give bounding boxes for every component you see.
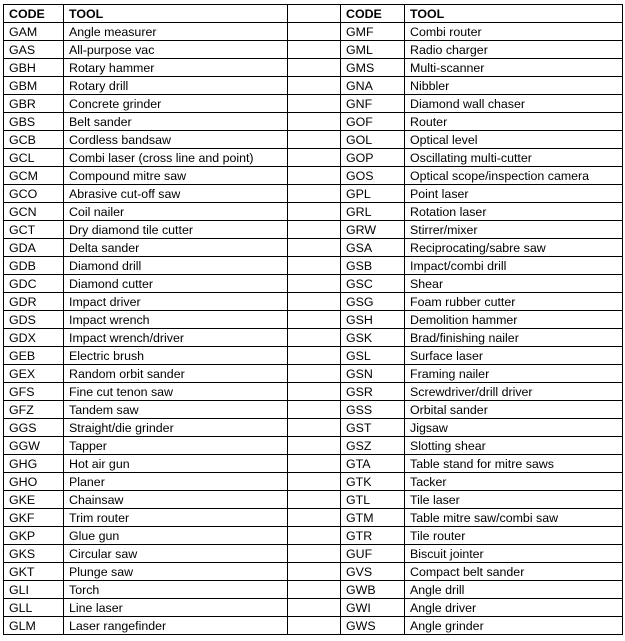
tool-cell-right: Jigsaw [405, 419, 623, 437]
spacer-cell [288, 329, 341, 347]
spacer-cell [288, 383, 341, 401]
tool-cell-right: Reciprocating/sabre saw [405, 239, 623, 257]
tool-cell-right: Oscillating multi-cutter [405, 149, 623, 167]
tool-cell-left: Rotary drill [64, 77, 288, 95]
code-cell-right: GNF [341, 95, 405, 113]
spacer-cell [288, 77, 341, 95]
code-cell-right: GSA [341, 239, 405, 257]
tool-cell-left: Electric brush [64, 347, 288, 365]
tool-cell-left: Combi laser (cross line and point) [64, 149, 288, 167]
table-row [4, 563, 623, 581]
code-cell-left: GKP [4, 527, 64, 545]
tool-cell-left: Straight/die grinder [64, 419, 288, 437]
table-row [4, 437, 623, 455]
tool-cell-left: Impact wrench/driver [64, 329, 288, 347]
tool-cell-right: Point laser [405, 185, 623, 203]
spacer-cell [288, 347, 341, 365]
table-row [4, 167, 623, 185]
tool-cell-right: Optical level [405, 131, 623, 149]
spacer-cell [288, 95, 341, 113]
spacer-cell [288, 203, 341, 221]
spacer-cell [288, 419, 341, 437]
tool-cell-right: Tile laser [405, 491, 623, 509]
code-cell-left: GDC [4, 275, 64, 293]
table-row [4, 401, 623, 419]
table-row [4, 59, 623, 77]
code-cell-right: GSC [341, 275, 405, 293]
tool-cell-right: Stirrer/mixer [405, 221, 623, 239]
code-cell-right: GSR [341, 383, 405, 401]
code-cell-left: GKT [4, 563, 64, 581]
code-cell-right: GNA [341, 77, 405, 95]
code-cell-right: GVS [341, 563, 405, 581]
table-row [4, 383, 623, 401]
code-cell-left: GDX [4, 329, 64, 347]
code-cell-right: GWS [341, 617, 405, 635]
table-row [4, 473, 623, 491]
spacer-cell [288, 275, 341, 293]
spacer-cell [288, 563, 341, 581]
spacer-cell [288, 185, 341, 203]
spacer-cell [288, 293, 341, 311]
tool-cell-right: Surface laser [405, 347, 623, 365]
code-cell-right: GOP [341, 149, 405, 167]
code-cell-right: GTM [341, 509, 405, 527]
code-cell-right: GSL [341, 347, 405, 365]
tool-cell-right: Framing nailer [405, 365, 623, 383]
table-row [4, 311, 623, 329]
code-cell-left: GKE [4, 491, 64, 509]
spacer-cell [288, 581, 341, 599]
tool-cell-right: Table mitre saw/combi saw [405, 509, 623, 527]
tool-cell-right: Biscuit jointer [405, 545, 623, 563]
code-cell-left: GLI [4, 581, 64, 599]
code-cell-right: GST [341, 419, 405, 437]
spacer-cell [288, 527, 341, 545]
tool-cell-right: Radio charger [405, 41, 623, 59]
table-row [4, 239, 623, 257]
code-cell-left: GBR [4, 95, 64, 113]
code-cell-left: GDR [4, 293, 64, 311]
code-cell-left: GBS [4, 113, 64, 131]
tool-cell-right: Impact/combi drill [405, 257, 623, 275]
header-row [4, 5, 623, 23]
tool-header-left: TOOL [64, 5, 288, 23]
code-cell-right: GTK [341, 473, 405, 491]
code-cell-left: GDS [4, 311, 64, 329]
table-row [4, 599, 623, 617]
tool-cell-left: Line laser [64, 599, 288, 617]
tool-cell-right: Compact belt sander [405, 563, 623, 581]
tool-cell-left: Diamond drill [64, 257, 288, 275]
spacer-cell [288, 23, 341, 41]
code-cell-left: GLM [4, 617, 64, 635]
table-row [4, 527, 623, 545]
code-cell-left: GEB [4, 347, 64, 365]
code-cell-left: GAS [4, 41, 64, 59]
code-cell-left: GHG [4, 455, 64, 473]
code-header-left: CODE [4, 5, 64, 23]
table-row [4, 581, 623, 599]
tool-cell-right: Tile router [405, 527, 623, 545]
table-row [4, 365, 623, 383]
tool-cell-right: Nibbler [405, 77, 623, 95]
spacer-cell [288, 455, 341, 473]
table-row [4, 23, 623, 41]
table-row [4, 545, 623, 563]
spacer-cell [288, 149, 341, 167]
spacer-cell [288, 239, 341, 257]
tool-cell-left: Laser rangefinder [64, 617, 288, 635]
table-row [4, 617, 623, 635]
code-cell-left: GCT [4, 221, 64, 239]
tool-cell-left: Cordless bandsaw [64, 131, 288, 149]
code-cell-left: GDB [4, 257, 64, 275]
table-row [4, 77, 623, 95]
table-row [4, 293, 623, 311]
table-row [4, 149, 623, 167]
table-row [4, 491, 623, 509]
tool-cell-right: Slotting shear [405, 437, 623, 455]
table-row [4, 221, 623, 239]
tool-cell-left: Coil nailer [64, 203, 288, 221]
code-cell-right: GSK [341, 329, 405, 347]
tool-cell-left: Concrete grinder [64, 95, 288, 113]
code-cell-right: GUF [341, 545, 405, 563]
tool-cell-right: Orbital sander [405, 401, 623, 419]
table-row [4, 203, 623, 221]
code-cell-left: GCL [4, 149, 64, 167]
spacer-cell [288, 365, 341, 383]
code-cell-right: GTR [341, 527, 405, 545]
spacer-cell [288, 113, 341, 131]
code-cell-right: GOS [341, 167, 405, 185]
tool-cell-left: Rotary hammer [64, 59, 288, 77]
code-cell-right: GMS [341, 59, 405, 77]
code-cell-right: GWB [341, 581, 405, 599]
tool-code-table [3, 4, 623, 635]
spacer-cell [288, 41, 341, 59]
code-cell-right: GSZ [341, 437, 405, 455]
spacer-cell [288, 473, 341, 491]
tool-cell-left: Compound mitre saw [64, 167, 288, 185]
tool-cell-left: Hot air gun [64, 455, 288, 473]
spacer-cell [288, 257, 341, 275]
tool-cell-left: Abrasive cut-off saw [64, 185, 288, 203]
table-row [4, 257, 623, 275]
tool-cell-left: Tandem saw [64, 401, 288, 419]
spacer-cell [288, 599, 341, 617]
tool-cell-left: Belt sander [64, 113, 288, 131]
tool-cell-left: Impact wrench [64, 311, 288, 329]
code-cell-left: GCO [4, 185, 64, 203]
table-row [4, 131, 623, 149]
code-cell-right: GRL [341, 203, 405, 221]
tool-cell-left: Planer [64, 473, 288, 491]
spacer-cell [288, 491, 341, 509]
table-row [4, 509, 623, 527]
code-cell-right: GMF [341, 23, 405, 41]
spacer-cell [288, 167, 341, 185]
tool-cell-left: Angle measurer [64, 23, 288, 41]
code-cell-right: GRW [341, 221, 405, 239]
tool-cell-left: Glue gun [64, 527, 288, 545]
code-cell-left: GLL [4, 599, 64, 617]
tool-cell-right: Rotation laser [405, 203, 623, 221]
tool-cell-right: Angle drill [405, 581, 623, 599]
tool-cell-right: Multi-scanner [405, 59, 623, 77]
table-row [4, 329, 623, 347]
tool-cell-left: All-purpose vac [64, 41, 288, 59]
code-cell-left: GCM [4, 167, 64, 185]
code-cell-left: GFZ [4, 401, 64, 419]
code-cell-left: GCN [4, 203, 64, 221]
tool-cell-left: Tapper [64, 437, 288, 455]
code-cell-left: GEX [4, 365, 64, 383]
tool-cell-left: Plunge saw [64, 563, 288, 581]
code-cell-right: GWI [341, 599, 405, 617]
tool-header-right: TOOL [405, 5, 623, 23]
code-header-right: CODE [341, 5, 405, 23]
code-cell-left: GBM [4, 77, 64, 95]
tool-cell-left: Fine cut tenon saw [64, 383, 288, 401]
code-cell-right: GPL [341, 185, 405, 203]
code-cell-right: GTL [341, 491, 405, 509]
tool-cell-left: Dry diamond tile cutter [64, 221, 288, 239]
code-cell-right: GSN [341, 365, 405, 383]
tool-cell-right: Angle driver [405, 599, 623, 617]
tool-cell-right: Optical scope/inspection camera [405, 167, 623, 185]
code-cell-left: GAM [4, 23, 64, 41]
tool-cell-right: Diamond wall chaser [405, 95, 623, 113]
spacer-cell [288, 401, 341, 419]
spacer-cell [288, 311, 341, 329]
code-cell-right: GTA [341, 455, 405, 473]
tool-cell-right: Screwdriver/drill driver [405, 383, 623, 401]
code-cell-left: GFS [4, 383, 64, 401]
table-row [4, 275, 623, 293]
tool-cell-right: Router [405, 113, 623, 131]
spacer-cell [288, 509, 341, 527]
table-row [4, 347, 623, 365]
tool-cell-right: Brad/finishing nailer [405, 329, 623, 347]
code-cell-right: GOF [341, 113, 405, 131]
spacer-cell [288, 617, 341, 635]
code-cell-left: GGS [4, 419, 64, 437]
code-cell-right: GSB [341, 257, 405, 275]
code-cell-left: GKS [4, 545, 64, 563]
tool-cell-left: Trim router [64, 509, 288, 527]
tool-cell-right: Foam rubber cutter [405, 293, 623, 311]
tool-cell-left: Diamond cutter [64, 275, 288, 293]
code-cell-left: GKF [4, 509, 64, 527]
table-row [4, 185, 623, 203]
spacer-cell [288, 545, 341, 563]
tool-cell-right: Angle grinder [405, 617, 623, 635]
tool-cell-left: Delta sander [64, 239, 288, 257]
spacer-cell [288, 5, 341, 23]
tool-cell-right: Table stand for mitre saws [405, 455, 623, 473]
spacer-cell [288, 221, 341, 239]
tool-cell-left: Circular saw [64, 545, 288, 563]
spacer-cell [288, 59, 341, 77]
code-cell-right: GSH [341, 311, 405, 329]
code-cell-left: GCB [4, 131, 64, 149]
code-cell-left: GDA [4, 239, 64, 257]
table-row [4, 41, 623, 59]
spacer-cell [288, 437, 341, 455]
tool-cell-left: Impact driver [64, 293, 288, 311]
tool-cell-right: Demolition hammer [405, 311, 623, 329]
tool-cell-right: Shear [405, 275, 623, 293]
table-body [4, 23, 623, 635]
code-cell-left: GBH [4, 59, 64, 77]
code-cell-right: GOL [341, 131, 405, 149]
table-row [4, 113, 623, 131]
tool-cell-left: Torch [64, 581, 288, 599]
table-row [4, 455, 623, 473]
code-cell-right: GML [341, 41, 405, 59]
spacer-cell [288, 131, 341, 149]
tool-cell-left: Chainsaw [64, 491, 288, 509]
tool-cell-right: Tacker [405, 473, 623, 491]
code-cell-right: GSG [341, 293, 405, 311]
code-cell-left: GHO [4, 473, 64, 491]
tool-cell-left: Random orbit sander [64, 365, 288, 383]
tool-cell-right: Combi router [405, 23, 623, 41]
table-row [4, 95, 623, 113]
table-row [4, 419, 623, 437]
code-cell-left: GGW [4, 437, 64, 455]
code-cell-right: GSS [341, 401, 405, 419]
